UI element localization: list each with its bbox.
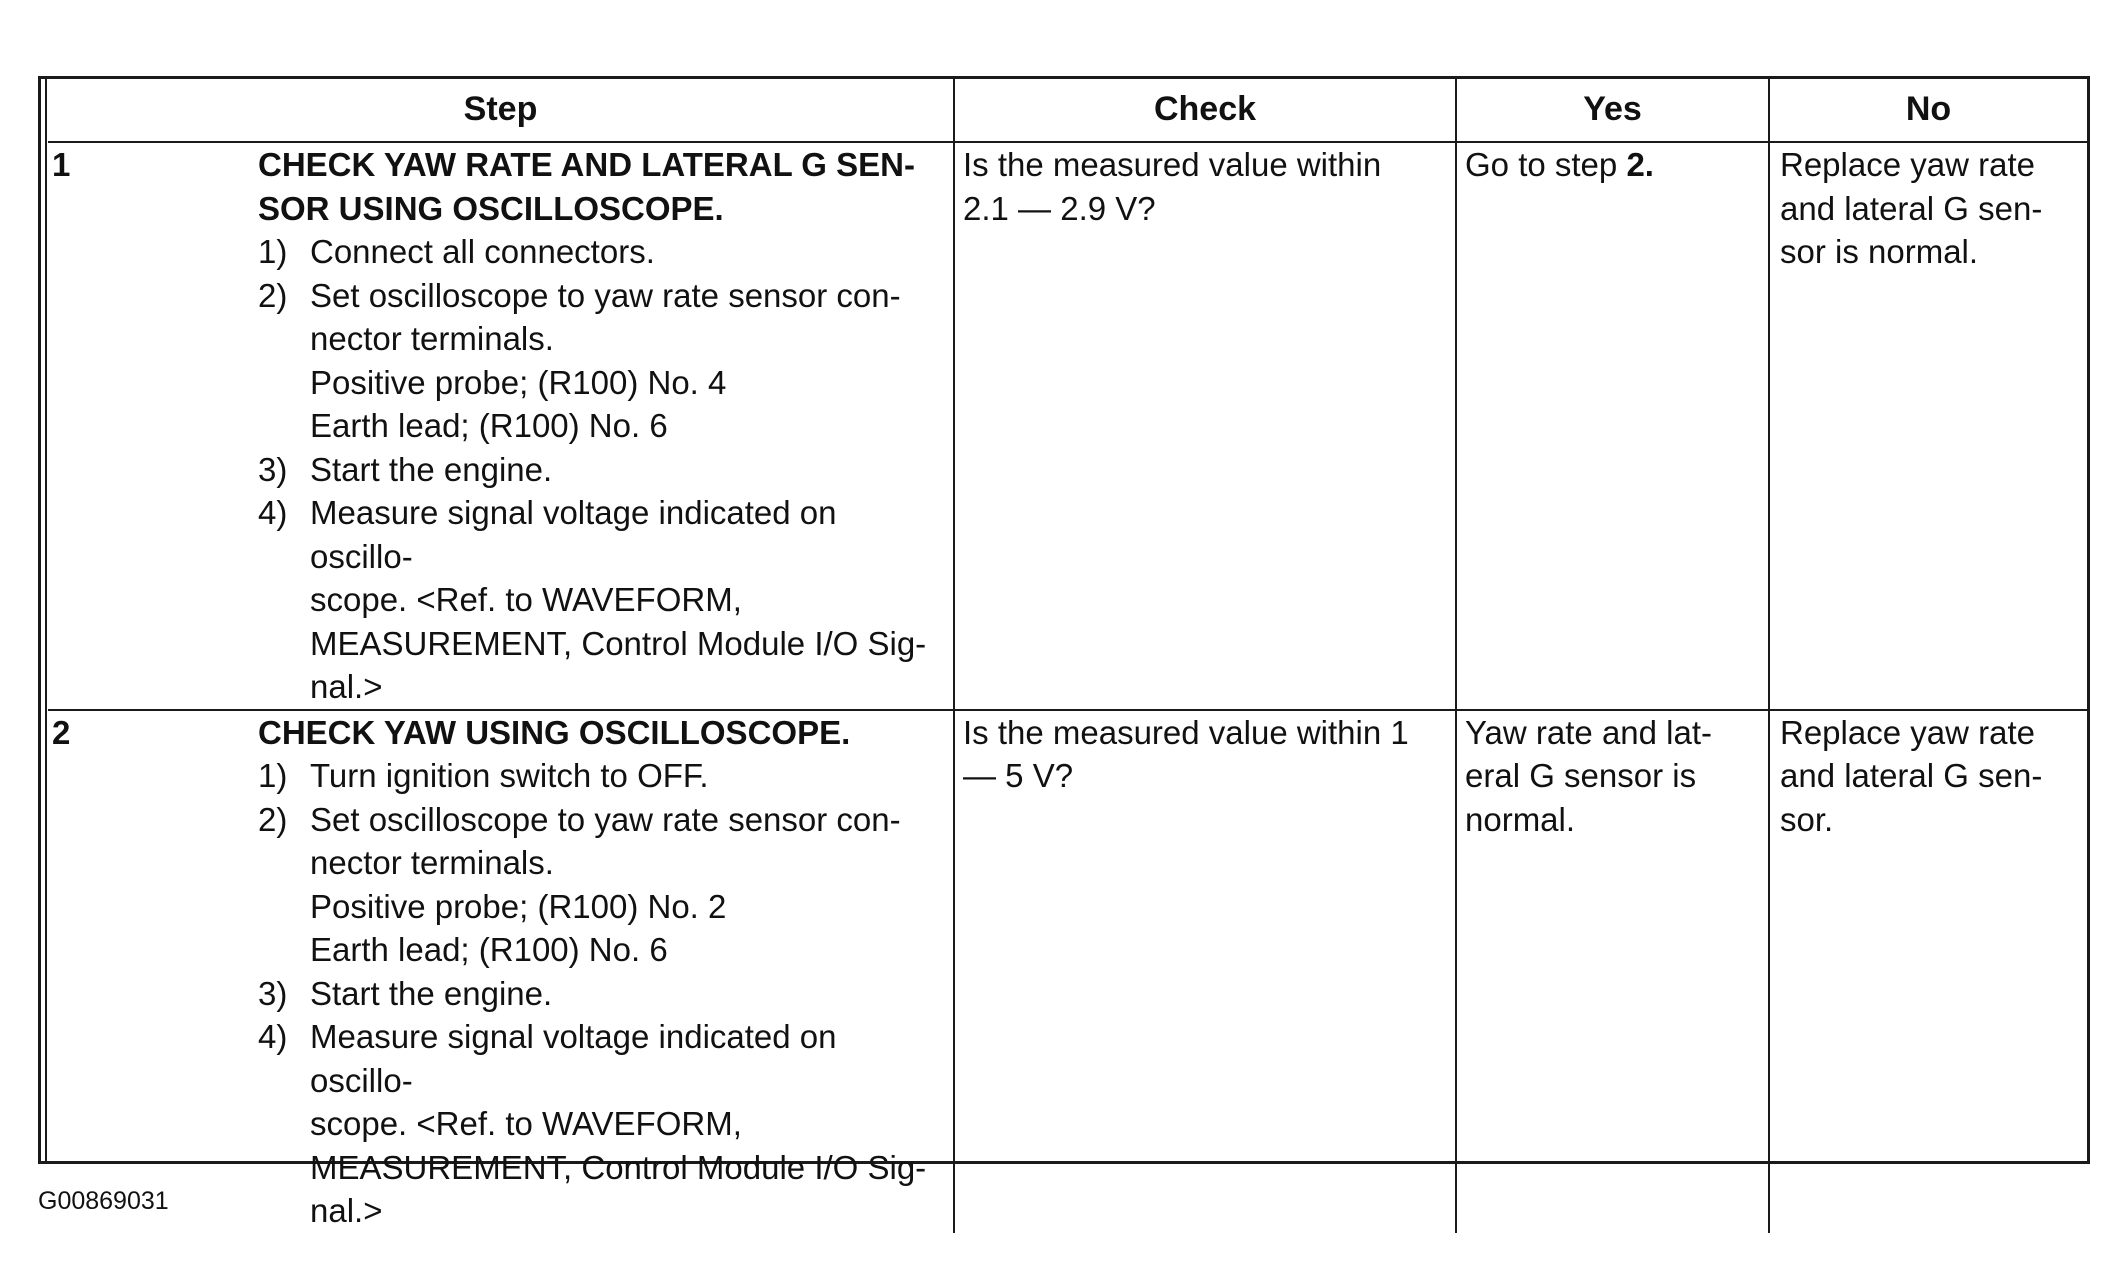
list-item: 3) Start the engine. <box>258 450 553 488</box>
list-item: 4) Measure signal voltage indicated on oscillo- scope. <Ref. to WAVEFORM, MEASUREMENT, Control Module I/O Sig- nal.> <box>258 1018 927 1229</box>
check-cell: Is the measured value within 2.1 — 2.9 V? <box>954 142 1456 710</box>
step-title: CHECK YAW USING OSCILLOSCOPE. <box>258 713 851 751</box>
substep-list <box>258 754 945 1233</box>
list-item: 2) Set oscilloscope to yaw rate sensor con- nector terminals. Positive probe; (R100) No. 4 Earth lead; (R100) No. 6 <box>258 276 901 444</box>
step-reference: 2. <box>1626 146 1654 183</box>
table-header-row <box>48 79 2087 142</box>
step-number: 2 <box>52 713 71 751</box>
header-no: No <box>1769 79 2087 142</box>
header-check: Check <box>954 79 1456 142</box>
check-cell: Is the measured value within 1 — 5 V? <box>954 710 1456 1233</box>
list-item: 2) Set oscilloscope to yaw rate sensor con- nector terminals. Positive probe; (R100) No. 2 Earth lead; (R100) No. 6 <box>258 800 901 968</box>
list-item: 1) Connect all connectors. <box>258 233 655 270</box>
header-step: Step <box>463 90 538 129</box>
figure-id: G00869031 <box>38 1187 169 1215</box>
list-item: 4) Measure signal voltage indicated on oscillo- scope. <Ref. to WAVEFORM, MEASUREMENT, Control Module I/O Sig- nal.> <box>258 494 927 705</box>
step-cell <box>48 142 954 710</box>
step-title: CHECK YAW RATE AND LATERAL G SEN- SOR USING OSCILLOSCOPE. <box>258 146 915 227</box>
header-yes: Yes <box>1456 79 1769 142</box>
list-item: 3) Start the engine. <box>258 974 553 1012</box>
step-number: 1 <box>52 146 71 183</box>
substep-list <box>258 230 945 709</box>
list-item: 1) Turn ignition switch to OFF. <box>258 757 709 794</box>
no-cell: Replace yaw rate and lateral G sen- sor is normal. <box>1769 142 2087 710</box>
diagnostic-step-table <box>48 79 2087 1233</box>
table-row <box>48 142 2087 710</box>
yes-cell: Go to step 2. <box>1456 142 1769 710</box>
step-cell <box>48 710 954 1233</box>
no-cell: Replace yaw rate and lateral G sen- sor. <box>1769 710 2087 1233</box>
yes-cell: Yaw rate and lat- eral G sensor is normal. <box>1456 710 1769 1233</box>
table-row <box>48 710 2087 1233</box>
